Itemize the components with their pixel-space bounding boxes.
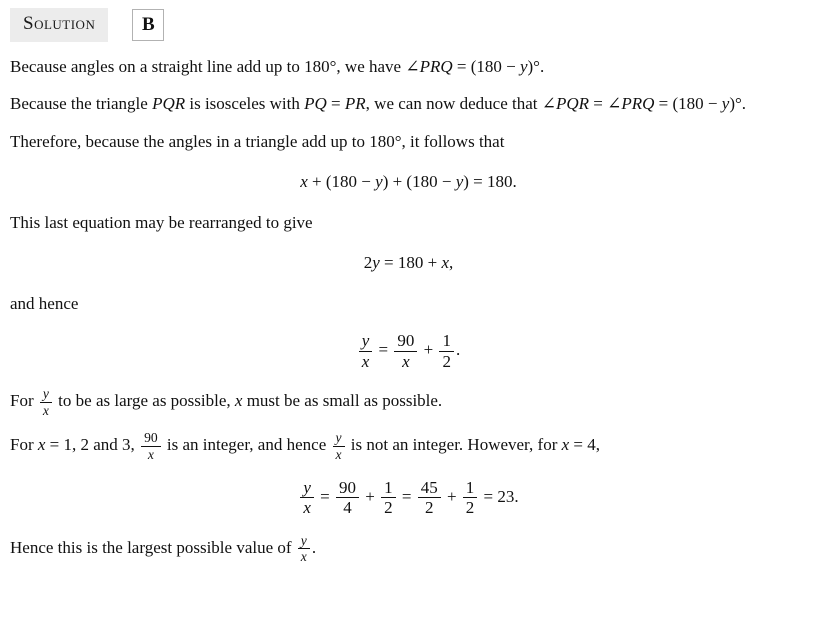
text-run: For bbox=[10, 435, 38, 455]
math-variable-run: y bbox=[721, 94, 730, 113]
fraction-numerator: 1 bbox=[463, 478, 478, 499]
text-run: This last equation may be rearranged to give bbox=[10, 212, 313, 232]
math-variable-run: PRQ bbox=[419, 56, 453, 76]
fraction-numerator: 45 bbox=[418, 478, 441, 499]
fraction-denominator: x bbox=[303, 498, 311, 518]
fraction bbox=[418, 478, 441, 518]
fraction-numerator: 1 bbox=[381, 478, 396, 499]
solution-badge: Solution bbox=[10, 8, 108, 42]
math-variable-run: x bbox=[234, 391, 243, 411]
text-run: = 23. bbox=[479, 486, 519, 506]
text-run: ) = 180. bbox=[463, 172, 517, 191]
fraction-denominator: x bbox=[402, 351, 410, 371]
text-run: is not an integer. However, for bbox=[346, 435, 562, 455]
text-run: Because the triangle bbox=[10, 94, 153, 113]
para-and-hence bbox=[10, 291, 807, 317]
math-variable-run: y bbox=[372, 253, 380, 272]
fraction bbox=[40, 386, 52, 418]
fraction-denominator: 2 bbox=[465, 498, 475, 518]
fraction bbox=[300, 478, 314, 518]
para-largest-possible bbox=[10, 386, 807, 418]
text-run: ) + (180 − bbox=[382, 172, 456, 191]
fraction-numerator: y bbox=[300, 478, 314, 499]
text-run: to be as large as possible, bbox=[53, 391, 235, 411]
math-variable-run: PQR bbox=[152, 94, 186, 113]
math-variable-run: y bbox=[455, 172, 464, 191]
para-triangle-sum bbox=[10, 129, 807, 155]
text-run: )°. bbox=[527, 56, 545, 76]
fraction-denominator: x bbox=[42, 402, 49, 418]
para-conclusion bbox=[10, 533, 807, 565]
text-run: . bbox=[455, 339, 461, 359]
text-run: . bbox=[311, 537, 317, 557]
solution-header bbox=[10, 8, 807, 42]
fraction bbox=[141, 430, 161, 462]
text-run: and hence bbox=[10, 293, 79, 313]
equation-y-over-x bbox=[10, 331, 807, 371]
fraction-numerator: y bbox=[333, 430, 345, 447]
fraction-denominator: 4 bbox=[343, 498, 352, 518]
fraction-numerator: y bbox=[298, 533, 310, 550]
text-run: = 1, 2 and 3, bbox=[45, 435, 140, 455]
text-run: Hence this is the largest possible value of bbox=[10, 537, 296, 557]
text-run: = 180 + bbox=[379, 253, 442, 272]
text-run: = bbox=[315, 486, 334, 506]
text-run: = (180 − bbox=[452, 56, 520, 76]
math-variable-run: y bbox=[375, 172, 383, 191]
fraction bbox=[463, 478, 478, 518]
fraction bbox=[333, 430, 345, 462]
fraction bbox=[381, 478, 396, 518]
fraction-denominator: 2 bbox=[384, 498, 393, 518]
fraction-numerator: 90 bbox=[141, 430, 161, 447]
text-run: + bbox=[442, 486, 461, 506]
text-run: )°. bbox=[729, 94, 747, 113]
math-variable-run: x bbox=[561, 435, 570, 455]
fraction bbox=[336, 478, 359, 518]
text-run: = ∠ bbox=[589, 94, 622, 113]
answer-box: B bbox=[132, 9, 164, 41]
fraction-numerator: y bbox=[359, 331, 373, 352]
text-run: 2 bbox=[363, 253, 373, 272]
equation-angle-sum bbox=[10, 169, 807, 195]
text-run: , we can now deduce that ∠ bbox=[365, 94, 556, 113]
text-run: + bbox=[419, 339, 438, 359]
para-isosceles bbox=[10, 91, 807, 117]
text-run: = (180 − bbox=[654, 94, 722, 113]
text-run: must be as small as possible. bbox=[242, 391, 443, 411]
text-run: Because angles on a straight line add up to 180°, we have ∠ bbox=[10, 56, 420, 76]
fraction-numerator: 90 bbox=[394, 331, 417, 352]
fraction-numerator: 90 bbox=[336, 478, 359, 499]
text-run: + bbox=[361, 486, 380, 506]
fraction bbox=[298, 533, 310, 565]
math-variable-run: x bbox=[441, 253, 450, 272]
math-variable-run: PR bbox=[344, 94, 366, 113]
text-run: + (180 − bbox=[307, 172, 376, 191]
text-run: = bbox=[397, 486, 416, 506]
fraction-denominator: x bbox=[361, 351, 370, 371]
text-run: = 4, bbox=[569, 435, 601, 455]
fraction bbox=[439, 331, 454, 371]
text-run: , bbox=[449, 253, 454, 272]
text-run: is an integer, and hence bbox=[162, 435, 331, 455]
text-run: = bbox=[374, 339, 393, 359]
fraction-numerator: y bbox=[40, 386, 52, 403]
fraction-denominator: x bbox=[335, 446, 342, 462]
text-run: = bbox=[326, 94, 345, 113]
equation-final-value bbox=[10, 478, 807, 518]
fraction-denominator: x bbox=[300, 549, 307, 565]
para-integer-cases bbox=[10, 430, 807, 462]
fraction-denominator: 2 bbox=[442, 351, 451, 371]
fraction-denominator: x bbox=[147, 446, 154, 462]
math-variable-run: x bbox=[37, 435, 46, 455]
fraction-numerator: 1 bbox=[439, 331, 454, 352]
para-rearranged bbox=[10, 210, 807, 236]
fraction bbox=[394, 331, 417, 371]
para-straight-line bbox=[10, 54, 807, 80]
math-variable-run: y bbox=[519, 56, 528, 76]
fraction-denominator: 2 bbox=[424, 498, 434, 518]
fraction bbox=[359, 331, 373, 371]
math-variable-run: x bbox=[300, 172, 308, 191]
math-variable-run: PRQ bbox=[621, 94, 655, 113]
text-run: is isosceles with bbox=[185, 94, 305, 113]
math-variable-run: PQ bbox=[304, 94, 327, 113]
math-variable-run: PQR bbox=[555, 94, 590, 113]
text-run: For bbox=[10, 391, 38, 411]
text-run: Therefore, because the angles in a triangle add up to 180°, it follows that bbox=[10, 131, 505, 151]
equation-two-y bbox=[10, 250, 807, 276]
